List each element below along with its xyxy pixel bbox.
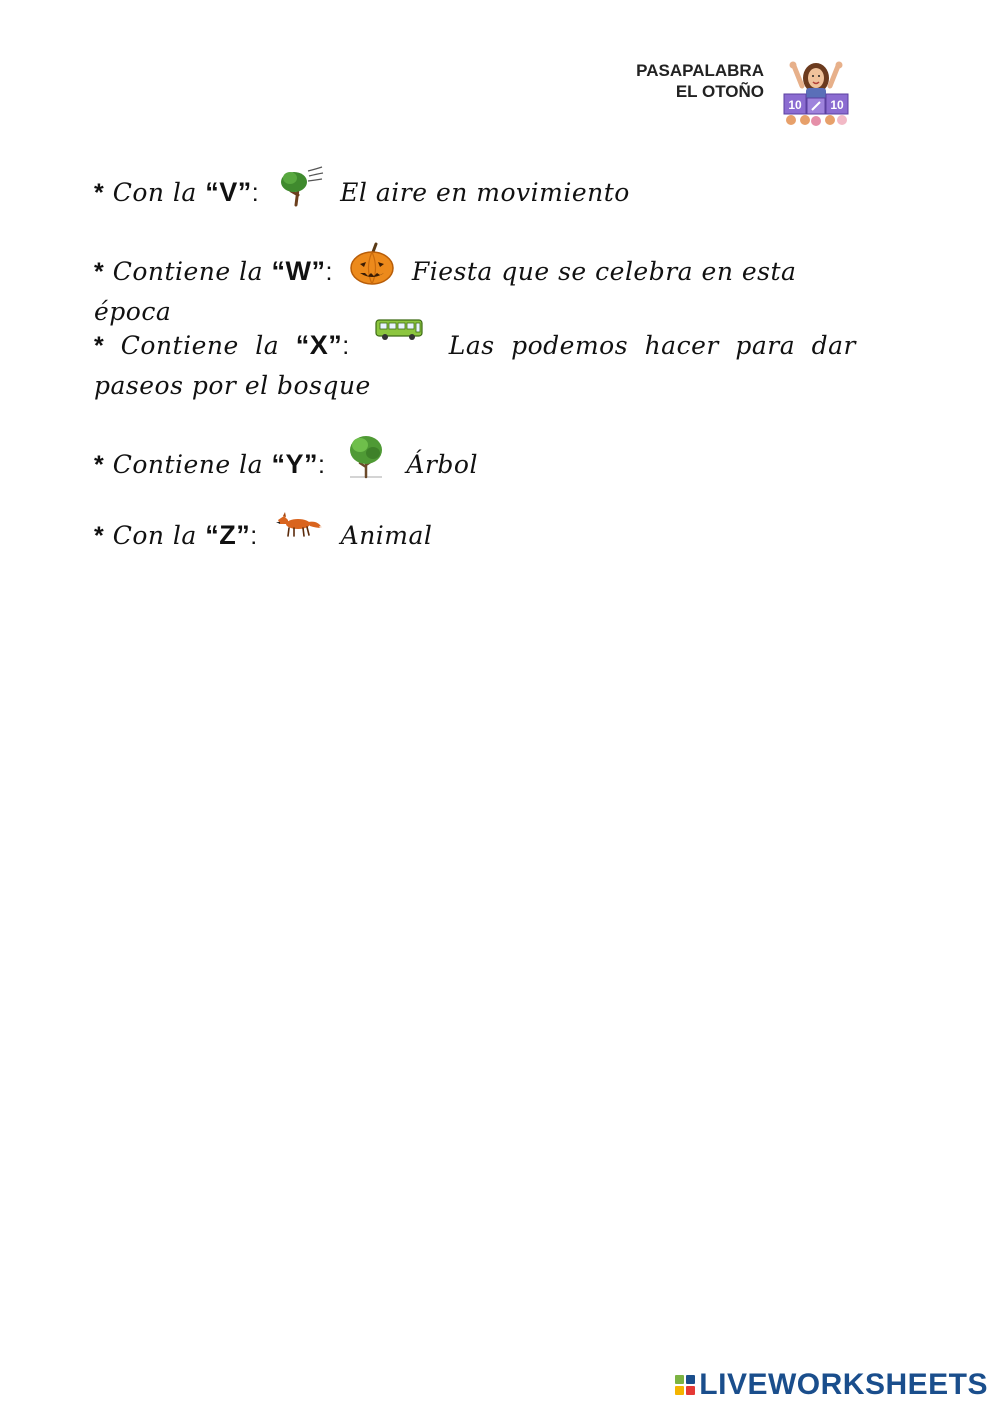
clue-prefix: Contiene la <box>120 331 280 360</box>
clue-prefix: Con la <box>112 178 197 207</box>
header-title: PASAPALABRA <box>636 61 764 80</box>
clue-text: Animal <box>340 521 433 550</box>
tree-icon <box>342 433 390 479</box>
clue-text: El aire en movimiento <box>340 178 630 207</box>
clue-letter: “W” <box>271 256 326 286</box>
clue-prefix: Con la <box>112 521 197 550</box>
bus-icon <box>374 318 424 348</box>
clue-text: Árbol <box>406 450 478 479</box>
clue-letter: “V” <box>205 177 252 207</box>
clue-text: Fiesta que se celebra en esta época <box>94 257 797 326</box>
clue-letter: “X” <box>295 330 343 360</box>
worksheet-header <box>560 60 764 102</box>
clue-letter: “Z” <box>205 520 251 550</box>
pumpkin-icon <box>349 242 395 286</box>
clue-prefix: Contiene la <box>112 257 264 286</box>
clue-v: * Con la “V”: El aire en movimiento <box>94 165 856 213</box>
liveworksheets-footer[interactable] <box>675 1370 988 1400</box>
clue-letter: “Y” <box>271 449 319 479</box>
header-subtitle: EL OTOÑO <box>675 82 764 101</box>
fox-icon <box>274 510 324 540</box>
clue-text: Las podemos hacer para dar paseos por el bosque <box>94 331 856 400</box>
wind-tree-icon <box>276 165 324 207</box>
clue-x: * Contiene la “X”: Las podemos hacer para dar paseos por el bosque <box>94 318 856 406</box>
liveworksheets-logo-icon <box>675 1375 695 1395</box>
clue-y: * Contiene la “Y”: Árbol <box>94 433 856 485</box>
clue-prefix: Contiene la <box>112 450 264 479</box>
brand-name: LIVEWORKSHEETS <box>699 1368 988 1401</box>
teacher-avatar-icon <box>780 58 852 128</box>
svg-text:10: 10 <box>788 98 802 112</box>
clue-z: * Con la “Z”: Animal <box>94 510 856 556</box>
svg-text:10: 10 <box>830 98 844 112</box>
clue-w: * Contiene la “W”: Fiesta que se celebra en esta época <box>94 242 856 332</box>
